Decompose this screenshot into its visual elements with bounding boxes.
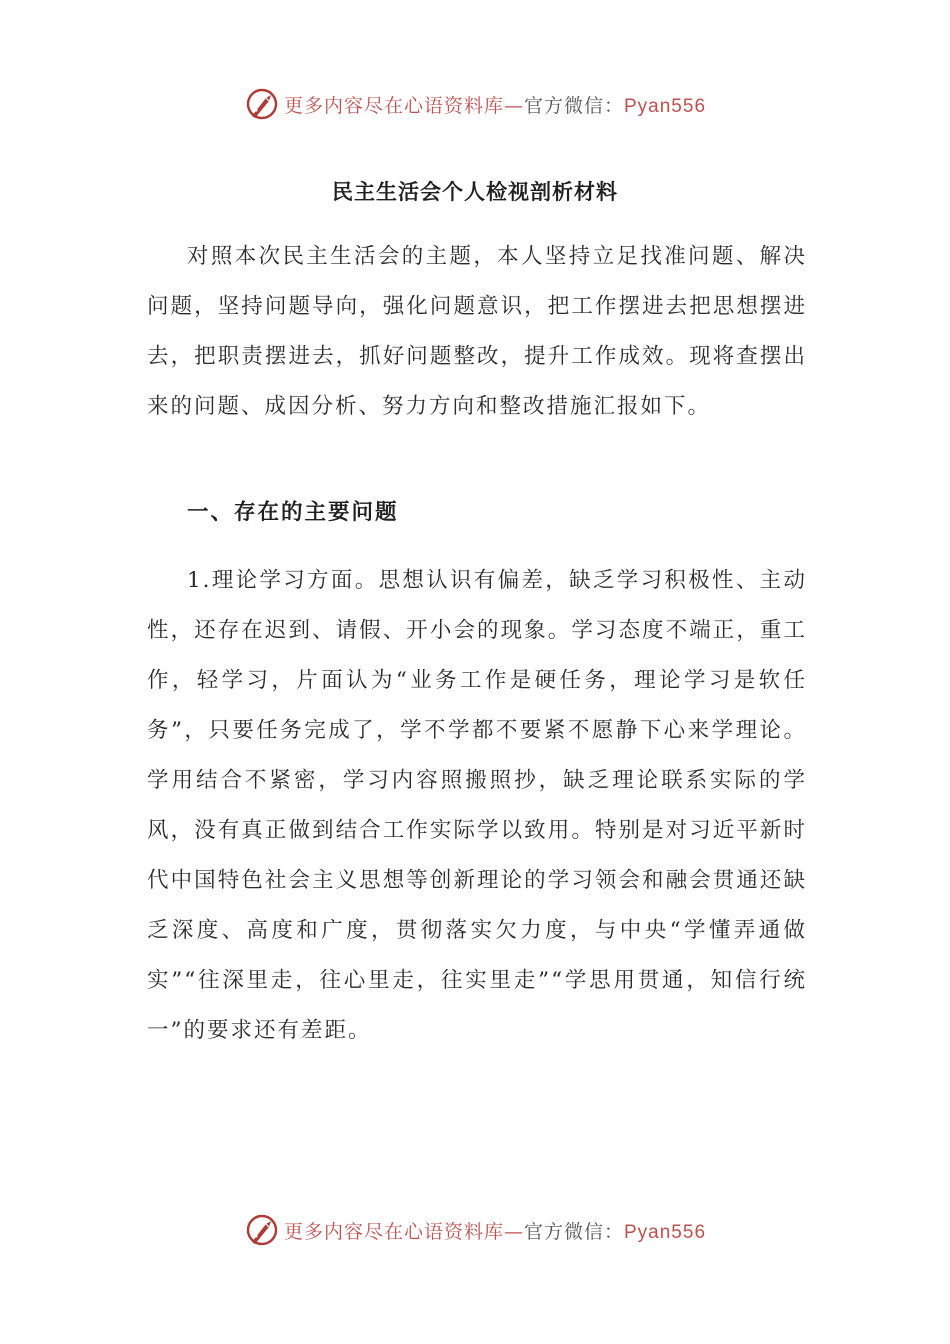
footer-banner-text: 更多内容尽在心语资料库—官方微信：Pyan556 xyxy=(283,1220,707,1243)
header-banner-text: 更多内容尽在心语资料库—官方微信：Pyan556 xyxy=(283,94,707,117)
intro-paragraph: 对照本次民主生活会的主题，本人坚持立足找准问题、解决问题，坚持问题导向，强化问题意识，把工作摆进去把思想摆进去，把职责摆进去，抓好问题整改，提升工作成效。现将查摆出来的问题、成因分析、努力方向和整改措施汇报如下。 xyxy=(147,244,807,419)
header-banner xyxy=(0,82,950,126)
theory-study-paragraph: 1.理论学习方面。思想认识有偏差，缺乏学习积极性、主动性，还存在迟到、请假、开小会的现象。学习态度不端正，重工作，轻学习，片面认为“业务工作是硬任务，理论学习是软任务”，只要任务完成了，学不学都不要紧不愿静下心来学理论。学用结合不紧密，学习内容照搬照抄，缺乏理论联系实际的学风，没有真正做到结合工作实际学以致用。特别是对习近平新时代中国特色社会主义思想等创新理论的学习领会和融会贯通还缺乏深度、高度和广度，贯彻落实欠力度，与中央“学懂弄通做实”“往深里走，往心里走，往实里走”“学思用贯通，知信行统一”的要求还有差距。 xyxy=(147,568,807,1043)
footer-banner xyxy=(0,1208,950,1252)
pen-nib-logo-icon xyxy=(244,1212,280,1248)
pen-nib-logo-icon xyxy=(244,86,280,122)
section-heading: 一、存在的主要问题 xyxy=(187,500,399,525)
page-title: 民主生活会个人检视剖析材料 xyxy=(332,180,618,204)
